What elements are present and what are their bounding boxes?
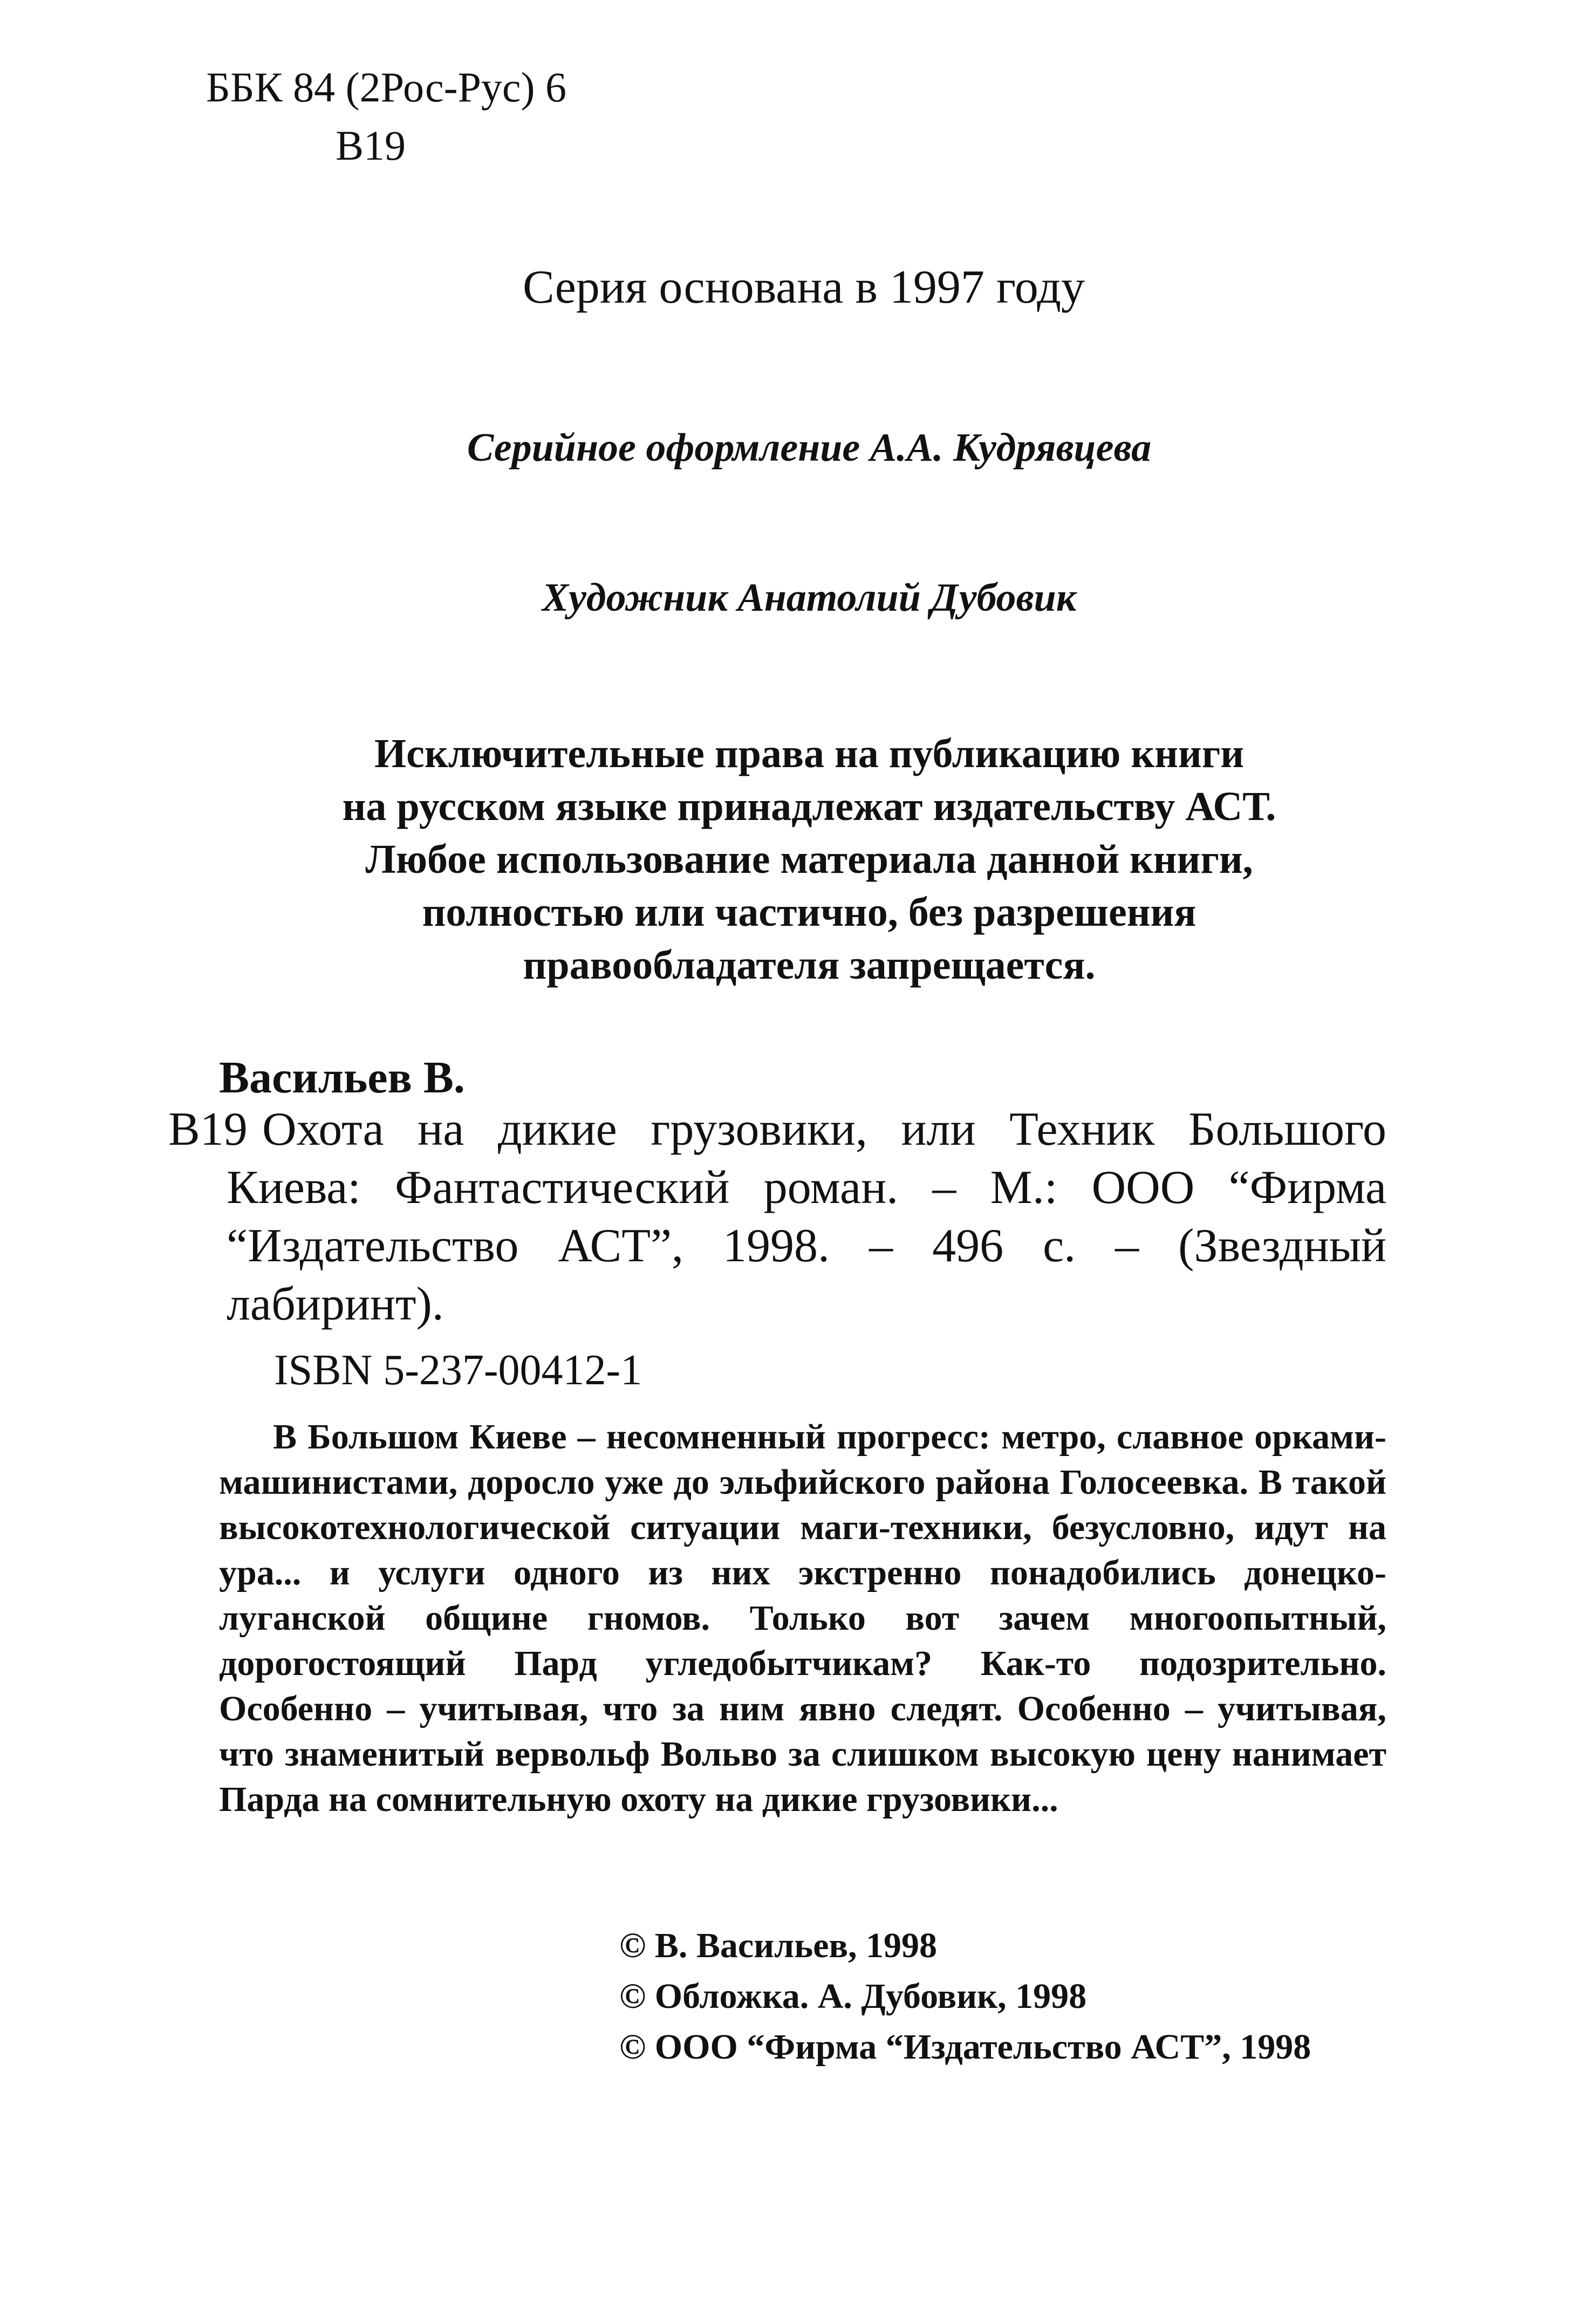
author-mark: В19 bbox=[336, 122, 406, 169]
bibliographic-description: Охота на дикие грузовики, или Техник Большого Киева: Фантастический роман. – М.: ООО “Фирма “Издательство АСТ”, 1998. – 496 с. – (Звездный лабиринт). bbox=[227, 1103, 1386, 1330]
rights-line: на русском языке принадлежат издательству АСТ. bbox=[342, 784, 1276, 829]
artist-credit: Художник Анатолий Дубовик bbox=[542, 576, 1077, 620]
rights-notice bbox=[0, 727, 1586, 992]
classification-block bbox=[206, 58, 566, 175]
copyright-line: © ООО “Фирма “Издательство АСТ”, 1998 bbox=[619, 2027, 1311, 2067]
copyright-line: © В. Васильев, 1998 bbox=[619, 1926, 938, 1965]
isbn: ISBN 5-237-00412-1 bbox=[274, 1346, 642, 1394]
rights-line: Исключительные права на публикацию книги bbox=[374, 731, 1245, 776]
margin-code: В19 bbox=[168, 1103, 248, 1156]
copyright-list bbox=[619, 1920, 1311, 2073]
rights-line: правообладателя запрещается. bbox=[523, 942, 1096, 988]
author-heading: Васильев В. bbox=[219, 1052, 465, 1103]
design-credit: Серийное оформление А.А. Кудрявцева bbox=[467, 426, 1152, 470]
annotation: В Большом Киеве – несомненный прогресс: метро, славное орками-машинистами, доросло уже до эльфийского района Голосеевка. В такой высокотехнологической ситуации маги-техники, безусловно, идут на ура... и услуги одного из них экстренно понадобились донецко-луганской общине гномов. Только вот зачем многоопытный, дорогостоящий Пард угледобытчикам? Как-то подозрительно. Особенно – учитывая, что за ним явно следят. Особенно – учитывая, что знаменитый вервольф Вольво за слишком высокую цену нанимает Парда на сомнительную охоту на дикие грузовики... bbox=[219, 1417, 1386, 1819]
rights-line: полностью или частично, без разрешения bbox=[422, 890, 1197, 935]
rights-line: Любое использование материала данной книги, bbox=[365, 837, 1253, 882]
copyright-line: © Обложка. А. Дубовик, 1998 bbox=[619, 1977, 1087, 2016]
series-note: Серия основана в 1997 году bbox=[522, 261, 1085, 313]
bbk-code: ББК 84 (2Рос-Рус) 6 bbox=[206, 64, 567, 111]
